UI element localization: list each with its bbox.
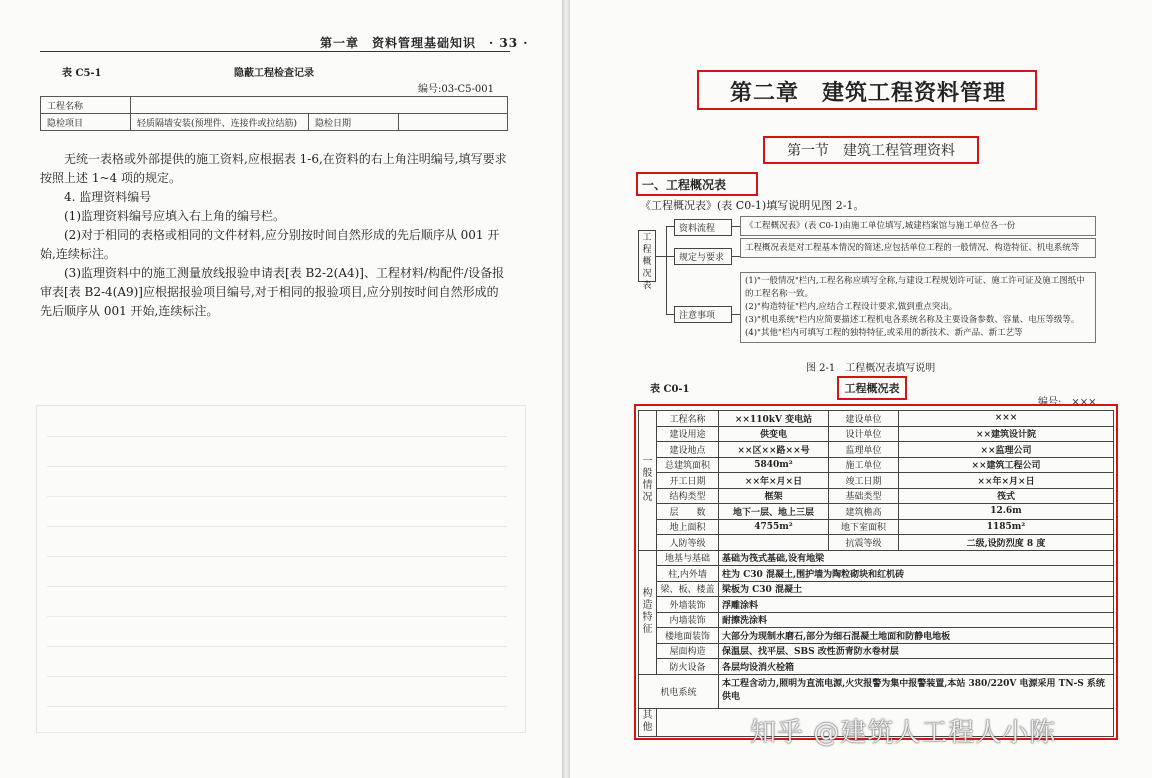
- cell-value: 4755m²: [719, 519, 829, 535]
- highlight-box: [697, 70, 1037, 110]
- cell-value: ××区××路××号: [719, 442, 829, 458]
- cell-value: 供变电: [719, 426, 829, 442]
- row-label-2: 隐检日期: [309, 114, 399, 131]
- cell-value: ×××: [899, 411, 1114, 427]
- highlight-box: [634, 404, 1118, 740]
- cell-key: 建设用途: [657, 426, 719, 442]
- table-number: 编号: ×××: [1038, 397, 1097, 408]
- left-page: [0, 0, 562, 778]
- diagram-branch-flow: 资料流程: [674, 219, 732, 236]
- cell-key: 建设单位: [829, 411, 899, 427]
- cell-key: 外墙装饰: [657, 597, 719, 613]
- cell-key: 监理单位: [829, 442, 899, 458]
- cell-key: 柱,内外墙: [657, 566, 719, 582]
- diagram-text-rules: 工程概况表是对工程基本情况的简述,应包括单位工程的一般情况、构造特征、机电系统等: [740, 238, 1096, 258]
- cell-key: 人防等级: [657, 535, 719, 551]
- row-label: 工程名称: [41, 97, 131, 114]
- cell-value: ××建筑设计院: [899, 426, 1114, 442]
- cell-key: 地上面积: [657, 519, 719, 535]
- group-label-general: 一般情况: [639, 411, 657, 551]
- cell-key: 机电系统: [639, 674, 719, 708]
- cell-key: 总建筑面积: [657, 457, 719, 473]
- paragraph: (1)监理资料编号应填入右上角的编号栏。: [64, 209, 285, 223]
- paragraph: 无统一表格或外部提供的施工资料,应根据表 1-6,在资料的右上角注明编号,填写要求按照上述 1~4 项的规定。: [40, 152, 507, 185]
- cell-value: ××监理公司: [899, 442, 1114, 458]
- cell-key: 基础类型: [829, 488, 899, 504]
- note-line: (1)"一般情况"栏内,工程名称应填写全称,与建设工程规划许可证、施工许可证及施工图纸中的工程名称一致。: [745, 276, 1085, 299]
- cell-key: 防火设备: [657, 659, 719, 675]
- row-value: 轻质隔墙安装(预埋件、连接件或拉结筋): [131, 114, 309, 131]
- hidden-works-table: [40, 96, 508, 131]
- cell-value: 筏式: [899, 488, 1114, 504]
- diagram-branch-notes: 注意事项: [674, 306, 732, 323]
- cell-value: 二级,设防烈度 8 度: [899, 535, 1114, 551]
- cell-key: 地基与基础: [657, 550, 719, 566]
- note-line: (4)"其他"栏内可填写工程的独特特征,或采用的新技术、新产品、新工艺等: [745, 328, 1023, 338]
- cell-key: 内墙装饰: [657, 612, 719, 628]
- highlight-box: [636, 172, 758, 196]
- cell-key: 屋面构造: [657, 643, 719, 659]
- cell-value: 大部分为现制水磨石,部分为细石混凝土地面和防静电地板: [719, 628, 1114, 644]
- table-number: 编号:03-C5-001: [418, 84, 494, 95]
- diagram-text-notes: [740, 272, 1096, 343]
- cell-value: ××年×月×日: [899, 473, 1114, 489]
- note-line: (2)"构造特征"栏内,应结合工程设计要求,做到重点突出。: [745, 302, 958, 312]
- row-label: 隐检项目: [41, 114, 131, 131]
- cell-key: 梁、板、楼盖: [657, 581, 719, 597]
- body-text: [40, 150, 510, 321]
- cell-value: 柱为 C30 混凝土,围护墙为陶粒砌块和红机砖: [719, 566, 1114, 582]
- cell-key: 建设地点: [657, 442, 719, 458]
- group-label-structure: 构造特征: [639, 550, 657, 674]
- diagram-branch-rules: 规定与要求: [674, 248, 732, 265]
- diagram-root: 工程概况表: [638, 230, 656, 282]
- table-code: 表 C5-1: [62, 68, 102, 79]
- paragraph: (3)监理资料中的施工测量放线报验申请表[表 B2-2(A4)]、工程材料/构配件/设备报审表[表 B2-4(A9)]应根据报验项目编号,对于相同的报验项目,应分别按时间自然形成的先后顺序从 001 开始,连续标注。: [40, 266, 505, 318]
- highlight-box: [837, 376, 907, 400]
- section-title: 第一节 建筑工程管理资料: [787, 143, 955, 159]
- figure-caption: 图 2-1 工程概况表填写说明: [806, 363, 936, 374]
- paragraph: (2)对于相同的表格或相同的文件材料,应分别按时间自然形成的先后顺序从 001 开始,连续标注。: [40, 228, 500, 261]
- cell-key: 施工单位: [829, 457, 899, 473]
- cell-value: 浮雕涂料: [719, 597, 1114, 613]
- subsection-title: 一、工程概况表: [642, 177, 727, 192]
- table-title: 隐蔽工程检查记录: [234, 68, 314, 79]
- cell-value: ××110kV 变电站: [719, 411, 829, 427]
- cell-key: 开工日期: [657, 473, 719, 489]
- cell-key: 结构类型: [657, 488, 719, 504]
- table-row: [41, 97, 508, 114]
- cell-value: 各层均设消火栓箱: [719, 659, 1114, 675]
- row-value-2: [399, 114, 508, 131]
- cell-value: ××年×月×日: [719, 473, 829, 489]
- table-title: 工程概况表: [844, 382, 900, 395]
- watermark: 知乎 @建筑人工程人小陈: [750, 718, 1057, 748]
- cell-value: 本工程含动力,照明为直流电源,火灾报警为集中报警装置,本站 380/220V 电源采用 TN-S 系统供电: [719, 674, 1114, 708]
- chapter-title: 第二章 建筑工程资料管理: [729, 79, 1006, 106]
- diagram-text-flow: 《工程概况表》(表 C0-1)由施工单位填写,城建档案馆与施工单位各一份: [740, 216, 1096, 236]
- cell-key: 楼地面装饰: [657, 628, 719, 644]
- cell-key: 层 数: [657, 504, 719, 520]
- book-gutter: [562, 0, 570, 778]
- table-label: 表 C0-1: [650, 384, 690, 395]
- cell-value: 保温层、找平层、SBS 改性沥青防水卷材层: [719, 643, 1114, 659]
- highlight-box: [763, 136, 979, 164]
- group-label-other: 其他: [639, 708, 657, 736]
- note-line: (3)"机电系统"栏内应简要描述工程机电各系统名称及主要设备参数、容量、电压等级等。: [745, 315, 1080, 325]
- cell-key: 地下室面积: [829, 519, 899, 535]
- cell-value: 耐擦洗涂料: [719, 612, 1114, 628]
- cell-value: 基础为筏式基础,设有地梁: [719, 550, 1114, 566]
- cell-key: 抗震等级: [829, 535, 899, 551]
- cell-key: 竣工日期: [829, 473, 899, 489]
- cell-key: 工程名称: [657, 411, 719, 427]
- cell-value: 框架: [719, 488, 829, 504]
- bleed-through-area: [36, 405, 526, 733]
- right-page: [570, 0, 1152, 778]
- paragraph: 4. 监理资料编号: [64, 190, 152, 204]
- cell-value: 地下一层、地上三层: [719, 504, 829, 520]
- cell-value: 12.6m: [899, 504, 1114, 520]
- row-value: [131, 97, 508, 114]
- cell-value: 1185m²: [899, 519, 1114, 535]
- running-head: 第一章 资料管理基础知识 · 33 ·: [320, 36, 529, 50]
- table-row: [41, 114, 508, 131]
- cell-key: 设计单位: [829, 426, 899, 442]
- cell-key: 建筑檐高: [829, 504, 899, 520]
- header-rule: [40, 51, 510, 52]
- cell-value: 5840m²: [719, 457, 829, 473]
- cell-value: 梁板为 C30 混凝土: [719, 581, 1114, 597]
- cell-value: ××建筑工程公司: [899, 457, 1114, 473]
- intro-text: 《工程概况表》(表 C0-1)填写说明见图 2-1。: [640, 199, 865, 212]
